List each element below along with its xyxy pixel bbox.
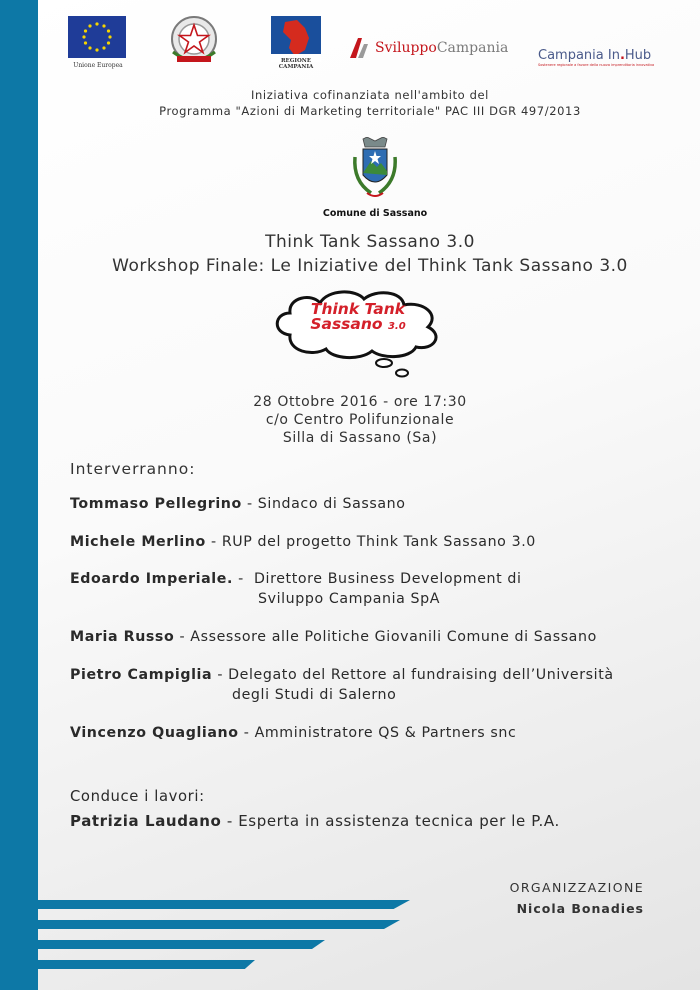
comune-crest <box>320 137 430 219</box>
bottom-band-3 <box>0 940 325 949</box>
cofinanziamento-line-2: Programma "Azioni di Marketing territoriale" PAC III DGR 497/2013 <box>159 104 581 118</box>
cloud-line-2: Sassano <box>310 315 383 333</box>
italian-republic-emblem-icon <box>167 12 221 70</box>
regione-campania-map-icon <box>271 16 321 62</box>
speaker-role: RUP del progetto Think Tank Sassano 3.0 <box>221 534 536 550</box>
italia-emblem <box>167 12 221 74</box>
organizzazione-label: ORGANIZZAZIONE <box>509 880 644 895</box>
cofinanziamento-line-1: Iniziativa cofinanziata nell'ambito del <box>251 88 489 102</box>
conduce-label: Conduce i lavori: <box>70 788 205 805</box>
sviluppo-label-b: Campania <box>436 40 509 56</box>
inhub-tagline: Sostenere regionale a favore della nuova imprenditoria innovativa <box>538 63 655 67</box>
conduce-separator: - <box>221 812 239 830</box>
speaker-row <box>70 494 406 514</box>
speaker-name: Edoardo Imperiale. <box>70 571 233 587</box>
eu-flag-icon <box>68 16 126 58</box>
speaker-row <box>70 532 536 552</box>
organizzazione-name: Nicola Bonadies <box>516 901 644 916</box>
regione-campania-logo <box>271 16 321 70</box>
speaker-separator: - <box>238 725 255 741</box>
comune-name: Comune di Sassano <box>322 208 428 219</box>
speaker-role: Sindaco di Sassano <box>257 496 406 512</box>
event-place: Silla di Sassano (Sa) <box>282 430 438 446</box>
sviluppo-label-a: Sviluppo <box>375 40 437 56</box>
cloud-line-1: Think Tank <box>310 300 406 318</box>
speaker-name: Maria Russo <box>70 629 175 645</box>
cloud-version: 3.0 <box>387 321 406 332</box>
speaker-separator: - <box>212 667 229 683</box>
speaker-name: Tommaso Pellegrino <box>70 496 242 512</box>
conduce-row <box>70 811 560 831</box>
event-title: Think Tank Sassano 3.0 <box>265 232 475 252</box>
regione-caption: REGIONE CAMPANIA <box>278 58 314 70</box>
speaker-separator: - <box>232 571 255 587</box>
sviluppo-campania-logo <box>350 38 520 58</box>
campania-inhub-logo: Campania In.Hub Sostenere regionale a favore della nuova imprenditoria innovativa <box>538 48 668 67</box>
speaker-row <box>70 627 597 647</box>
comune-coat-of-arms-icon <box>349 137 401 203</box>
speaker-role: Delegato del Rettore al fundraising dell’Università <box>228 667 614 683</box>
conduce-role: Esperta in assistenza tecnica per le P.A. <box>238 812 560 830</box>
event-subtitle: Workshop Finale: Le Iniziative del Think Tank Sassano 3.0 <box>112 256 628 276</box>
speaker-role-continued: degli Studi di Salerno <box>232 687 397 703</box>
speaker-name: Pietro Campiglia <box>70 667 213 683</box>
bottom-band-4 <box>0 960 255 969</box>
speaker-row <box>70 665 614 685</box>
speaker-row <box>70 569 522 589</box>
speaker-separator: - <box>205 534 222 550</box>
speaker-name: Michele Merlino <box>70 534 206 550</box>
eu-caption: Unione Europea <box>73 62 123 69</box>
left-blue-stripe <box>0 0 38 990</box>
partner-logos <box>60 12 680 74</box>
sviluppo-mark-icon <box>350 38 372 58</box>
event-date: 28 Ottobre 2016 - ore 17:30 <box>253 394 467 410</box>
speaker-role: Assessore alle Politiche Giovanili Comune di Sassano <box>190 629 597 645</box>
speaker-role: Amministratore QS & Partners snc <box>254 725 517 741</box>
event-venue: c/o Centro Polifunzionale <box>265 412 455 428</box>
speaker-row <box>70 723 516 743</box>
bottom-band-1 <box>0 900 410 909</box>
speaker-name: Vincenzo Quagliano <box>70 725 239 741</box>
speaker-role-continued: Sviluppo Campania SpA <box>258 591 441 607</box>
speaker-separator: - <box>174 629 191 645</box>
eu-logo <box>68 16 128 69</box>
speaker-separator: - <box>241 496 258 512</box>
bottom-band-2 <box>0 920 400 929</box>
inhub-label-b: Hub <box>624 48 652 63</box>
inhub-label-a: Campania In <box>538 48 620 63</box>
speakers-heading: Interverranno: <box>70 460 196 478</box>
speaker-role: Direttore Business Development di <box>254 571 522 587</box>
conduce-name: Patrizia Laudano <box>70 812 222 830</box>
think-tank-cloud-logo <box>268 285 448 385</box>
